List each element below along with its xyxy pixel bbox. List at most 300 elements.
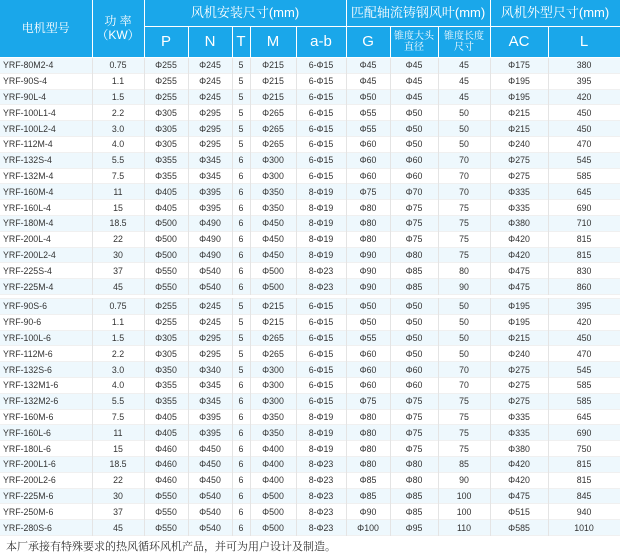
header-model: 电机型号 (0, 0, 92, 58)
table-cell: 1.5 (92, 89, 144, 105)
table-cell: 845 (548, 488, 620, 504)
table-cell: YRF-200L2-6 (0, 472, 92, 488)
table-row (0, 456, 620, 472)
table-cell: YRF-280S-6 (0, 520, 92, 536)
table-cell: 8-Φ23 (296, 472, 346, 488)
table-cell: YRF-90S-6 (0, 298, 92, 314)
table-cell: Φ420 (490, 456, 548, 472)
table-row (0, 168, 620, 184)
table-cell: Φ255 (144, 314, 188, 330)
table-cell: Φ275 (490, 152, 548, 168)
table-row (0, 330, 620, 346)
table-cell: 80 (438, 263, 490, 279)
table-cell: Φ460 (144, 472, 188, 488)
table-cell: Φ275 (490, 168, 548, 184)
table-row (0, 105, 620, 121)
table-cell: Φ60 (390, 362, 438, 378)
table-cell: 815 (548, 472, 620, 488)
table-cell: Φ355 (144, 377, 188, 393)
table-cell: 450 (548, 105, 620, 121)
table-cell: 5 (232, 105, 250, 121)
table-cell: 8-Φ19 (296, 409, 346, 425)
table-cell: 11 (92, 425, 144, 441)
table-cell: Φ335 (490, 200, 548, 216)
table-row (0, 136, 620, 152)
table-cell: Φ215 (250, 298, 296, 314)
table-cell: 5 (232, 121, 250, 137)
table-cell: YRF-200L2-4 (0, 247, 92, 263)
table-cell: 5 (232, 314, 250, 330)
table-cell: 585 (548, 393, 620, 409)
table-cell: Φ255 (144, 73, 188, 89)
header-N: N (188, 27, 232, 58)
table-header (0, 0, 620, 58)
table-cell: Φ500 (250, 504, 296, 520)
table-cell: Φ335 (490, 425, 548, 441)
table-cell: YRF-225M-6 (0, 488, 92, 504)
table-cell: 37 (92, 504, 144, 520)
table-cell: Φ300 (250, 362, 296, 378)
table-cell: 30 (92, 488, 144, 504)
table-cell: 3.0 (92, 121, 144, 137)
table-cell: 6 (232, 377, 250, 393)
table-cell: 8-Φ19 (296, 184, 346, 200)
table-cell: 450 (548, 330, 620, 346)
table-cell: Φ95 (390, 520, 438, 536)
table-cell: Φ300 (250, 377, 296, 393)
table-cell: Φ265 (250, 105, 296, 121)
table-cell: 5 (232, 330, 250, 346)
table-cell: Φ255 (144, 58, 188, 74)
table-cell: 90 (438, 472, 490, 488)
table-cell: 5 (232, 346, 250, 362)
table-cell: 70 (438, 152, 490, 168)
table-cell: 45 (438, 58, 490, 74)
header-outer-dimensions: 风机外型尺寸(mm) (490, 0, 620, 27)
table-cell: 50 (438, 121, 490, 137)
table-cell: Φ540 (188, 488, 232, 504)
table-cell: Φ420 (490, 231, 548, 247)
table-row (0, 247, 620, 263)
table-cell: Φ295 (188, 136, 232, 152)
table-cell: 70 (438, 184, 490, 200)
table-cell: Φ75 (390, 215, 438, 231)
table-cell: Φ420 (490, 472, 548, 488)
table-cell: YRF-180M-4 (0, 215, 92, 231)
table-cell: YRF-132M2-6 (0, 393, 92, 409)
table-cell: Φ215 (490, 105, 548, 121)
table-cell: 6 (232, 279, 250, 295)
table-cell: 6-Φ15 (296, 298, 346, 314)
table-cell: Φ490 (188, 231, 232, 247)
table-cell: 6 (232, 520, 250, 536)
table-cell: Φ585 (490, 520, 548, 536)
table-cell: Φ245 (188, 314, 232, 330)
table-cell: Φ400 (250, 472, 296, 488)
table-cell: 18.5 (92, 456, 144, 472)
table-cell: Φ50 (346, 89, 390, 105)
table-cell: Φ215 (490, 330, 548, 346)
table-cell: Φ490 (188, 215, 232, 231)
table-cell: Φ50 (390, 136, 438, 152)
table-cell: 110 (438, 520, 490, 536)
table-cell: Φ85 (346, 472, 390, 488)
table-cell: Φ50 (390, 330, 438, 346)
table-cell: 7.5 (92, 409, 144, 425)
table-cell: 8-Φ23 (296, 504, 346, 520)
table-cell: 1.1 (92, 314, 144, 330)
table-cell: 8-Φ23 (296, 456, 346, 472)
table-cell: YRF-112M-6 (0, 346, 92, 362)
table-cell: 8-Φ19 (296, 200, 346, 216)
table-cell: Φ350 (250, 184, 296, 200)
table-cell: Φ60 (346, 152, 390, 168)
table-cell: 420 (548, 89, 620, 105)
table-cell: Φ460 (144, 441, 188, 457)
table-cell: Φ490 (188, 247, 232, 263)
table-row (0, 121, 620, 137)
table-cell: 85 (438, 456, 490, 472)
table-cell: YRF-160L-4 (0, 200, 92, 216)
table-cell: 6-Φ15 (296, 330, 346, 346)
table-cell: 15 (92, 200, 144, 216)
table-cell: Φ405 (144, 409, 188, 425)
table-cell: 6 (232, 409, 250, 425)
header-taper-length: 锥度长度 尺寸 (438, 27, 490, 58)
table-cell: 75 (438, 441, 490, 457)
table-row (0, 472, 620, 488)
table-cell: Φ45 (346, 73, 390, 89)
table-cell: Φ80 (346, 231, 390, 247)
table-cell: 6-Φ15 (296, 58, 346, 74)
table-cell: 6-Φ15 (296, 168, 346, 184)
table-cell: 18.5 (92, 215, 144, 231)
table-cell: 8-Φ19 (296, 247, 346, 263)
table-cell: 50 (438, 298, 490, 314)
table-cell: 5 (232, 362, 250, 378)
table-cell: Φ450 (250, 215, 296, 231)
table-cell: Φ305 (144, 346, 188, 362)
table-cell: 860 (548, 279, 620, 295)
header-power: 功 率 （KW） (92, 0, 144, 58)
table-cell: YRF-250M-6 (0, 504, 92, 520)
table-cell: Φ245 (188, 58, 232, 74)
table-cell: Φ450 (188, 441, 232, 457)
table-cell: Φ80 (390, 456, 438, 472)
table-cell: Φ395 (188, 425, 232, 441)
table-cell: YRF-90-6 (0, 314, 92, 330)
table-cell: 6 (232, 488, 250, 504)
table-cell: Φ50 (390, 314, 438, 330)
table-cell: Φ175 (490, 58, 548, 74)
table-cell: Φ355 (144, 168, 188, 184)
table-cell: Φ540 (188, 504, 232, 520)
header-AC: AC (490, 27, 548, 58)
table-cell: Φ75 (390, 409, 438, 425)
table-cell: 75 (438, 200, 490, 216)
table-cell: Φ245 (188, 73, 232, 89)
table-cell: Φ75 (390, 441, 438, 457)
table-cell: Φ350 (250, 409, 296, 425)
table-row (0, 58, 620, 74)
table-cell: 6 (232, 425, 250, 441)
table-cell: 4.0 (92, 136, 144, 152)
table-cell: Φ450 (250, 247, 296, 263)
table-cell: Φ405 (144, 184, 188, 200)
table-cell: Φ305 (144, 121, 188, 137)
table-cell: Φ60 (346, 362, 390, 378)
table-cell: Φ550 (144, 504, 188, 520)
table-row (0, 441, 620, 457)
table-cell: Φ80 (346, 441, 390, 457)
table-cell: 45 (438, 73, 490, 89)
table-cell: Φ45 (346, 58, 390, 74)
table-cell: 70 (438, 362, 490, 378)
table-cell: Φ90 (346, 504, 390, 520)
table-cell: 750 (548, 441, 620, 457)
table-cell: 5.5 (92, 393, 144, 409)
table-cell: Φ60 (390, 168, 438, 184)
table-cell: Φ450 (188, 456, 232, 472)
table-cell: Φ355 (144, 152, 188, 168)
table-cell: 5 (232, 298, 250, 314)
table-cell: Φ80 (346, 425, 390, 441)
table-cell: 645 (548, 409, 620, 425)
table-row (0, 263, 620, 279)
table-row (0, 184, 620, 200)
table-cell: Φ100 (346, 520, 390, 536)
table-cell: 2.2 (92, 346, 144, 362)
table-cell: Φ55 (346, 121, 390, 137)
table-cell: Φ55 (346, 105, 390, 121)
table-cell: 8-Φ23 (296, 520, 346, 536)
table-row (0, 298, 620, 314)
table-cell: Φ340 (188, 362, 232, 378)
table-body-4-pole (0, 58, 620, 295)
table-cell: Φ540 (188, 279, 232, 295)
table-cell: 70 (438, 377, 490, 393)
table-cell: Φ405 (144, 200, 188, 216)
table-cell: 8-Φ19 (296, 441, 346, 457)
table-cell: Φ550 (144, 520, 188, 536)
table-cell: Φ400 (250, 456, 296, 472)
table-cell: Φ80 (346, 456, 390, 472)
table-row (0, 279, 620, 295)
table-cell: 45 (92, 279, 144, 295)
table-cell: 380 (548, 58, 620, 74)
table-cell: Φ475 (490, 263, 548, 279)
table-cell: 815 (548, 456, 620, 472)
table-cell: Φ240 (490, 346, 548, 362)
header-L: L (548, 27, 620, 58)
table-cell: 545 (548, 152, 620, 168)
table-cell: YRF-180L-6 (0, 441, 92, 457)
table-cell: Φ475 (490, 279, 548, 295)
table-cell: Φ295 (188, 121, 232, 137)
table-cell: YRF-132M-4 (0, 168, 92, 184)
footnote: 本厂承接有特殊要求的热风循环风机产品，并可为用户设计及制造。 (6, 540, 336, 553)
table-cell: 0.75 (92, 58, 144, 74)
table-cell: Φ500 (250, 279, 296, 295)
table-cell: Φ50 (346, 298, 390, 314)
table-cell: Φ305 (144, 136, 188, 152)
table-cell: Φ450 (188, 472, 232, 488)
table-cell: Φ300 (250, 393, 296, 409)
table-cell: Φ60 (346, 377, 390, 393)
table-cell: Φ75 (346, 184, 390, 200)
table-row (0, 362, 620, 378)
table-cell: 5 (232, 89, 250, 105)
header-P: P (144, 27, 188, 58)
table-cell: YRF-200L-4 (0, 231, 92, 247)
table-cell: Φ305 (144, 105, 188, 121)
table-cell: 22 (92, 472, 144, 488)
table-cell: 8-Φ23 (296, 488, 346, 504)
header-taper-diameter: 锥度大头 直径 (390, 27, 438, 58)
table-cell: 6-Φ15 (296, 89, 346, 105)
table-cell: 450 (548, 121, 620, 137)
table-cell: 50 (438, 105, 490, 121)
table-cell: 6-Φ15 (296, 121, 346, 137)
table-cell: 45 (92, 520, 144, 536)
table-cell: 6-Φ15 (296, 377, 346, 393)
table-cell: 30 (92, 247, 144, 263)
table-cell: Φ195 (490, 89, 548, 105)
table-cell: Φ275 (490, 377, 548, 393)
table-cell: Φ265 (250, 330, 296, 346)
table-cell: 830 (548, 263, 620, 279)
table-cell: 5 (232, 58, 250, 74)
table-cell: 6-Φ15 (296, 314, 346, 330)
table-cell: Φ215 (250, 58, 296, 74)
table-cell: 70 (438, 168, 490, 184)
table-cell: 6 (232, 168, 250, 184)
table-cell: Φ85 (390, 504, 438, 520)
table-cell: 8-Φ23 (296, 279, 346, 295)
table-cell: Φ90 (346, 263, 390, 279)
table-cell: Φ550 (144, 263, 188, 279)
table-cell: Φ75 (390, 200, 438, 216)
table-cell: Φ240 (490, 136, 548, 152)
table-cell: Φ215 (250, 73, 296, 89)
header-mount-dimensions: 风机安装尺寸(mm) (144, 0, 346, 27)
table-cell: Φ295 (188, 346, 232, 362)
table-cell: 6-Φ15 (296, 152, 346, 168)
table-cell: Φ395 (188, 200, 232, 216)
table-cell: Φ500 (250, 520, 296, 536)
table-cell: Φ75 (390, 231, 438, 247)
table-cell: Φ215 (490, 121, 548, 137)
table-cell: 45 (438, 89, 490, 105)
table-cell: 710 (548, 215, 620, 231)
table-cell: Φ300 (250, 152, 296, 168)
table-cell: 75 (438, 247, 490, 263)
table-row (0, 346, 620, 362)
table-cell: 6-Φ15 (296, 362, 346, 378)
table-cell: 6-Φ15 (296, 105, 346, 121)
table-cell: 585 (548, 168, 620, 184)
table-cell: 11 (92, 184, 144, 200)
table-cell: 5 (232, 136, 250, 152)
table-cell: YRF-90L-4 (0, 89, 92, 105)
table-cell: 75 (438, 425, 490, 441)
table-cell: Φ335 (490, 409, 548, 425)
table-row (0, 314, 620, 330)
table-cell: 545 (548, 362, 620, 378)
table-cell: 815 (548, 231, 620, 247)
table-cell: Φ345 (188, 393, 232, 409)
table-cell: Φ75 (346, 393, 390, 409)
table-cell: 75 (438, 393, 490, 409)
table-cell: 8-Φ19 (296, 425, 346, 441)
table-cell: Φ295 (188, 105, 232, 121)
table-cell: 5 (232, 73, 250, 89)
table-cell: Φ255 (144, 298, 188, 314)
table-cell: 6 (232, 247, 250, 263)
table-row (0, 425, 620, 441)
table-cell: Φ420 (490, 247, 548, 263)
table-cell: Φ400 (250, 441, 296, 457)
table-cell: Φ475 (490, 488, 548, 504)
table-cell: Φ195 (490, 298, 548, 314)
header-G: G (346, 27, 390, 58)
table-cell: 50 (438, 330, 490, 346)
table-cell: Φ60 (346, 168, 390, 184)
table-cell: YRF-100L2-4 (0, 121, 92, 137)
table-cell: 585 (548, 377, 620, 393)
table-cell: 420 (548, 314, 620, 330)
table-cell: Φ275 (490, 393, 548, 409)
table-cell: Φ515 (490, 504, 548, 520)
table-cell: YRF-112M-4 (0, 136, 92, 152)
table-cell: 22 (92, 231, 144, 247)
table-cell: Φ55 (346, 330, 390, 346)
table-cell: 8-Φ23 (296, 263, 346, 279)
table-row (0, 504, 620, 520)
table-cell: Φ405 (144, 425, 188, 441)
table-cell: YRF-225M-4 (0, 279, 92, 295)
table-cell: Φ60 (346, 346, 390, 362)
table-cell: 75 (438, 231, 490, 247)
table-cell: YRF-160M-6 (0, 409, 92, 425)
table-cell: 1.1 (92, 73, 144, 89)
table-cell: 645 (548, 184, 620, 200)
header-T: T (232, 27, 250, 58)
table-cell: Φ345 (188, 152, 232, 168)
table-cell: 6 (232, 393, 250, 409)
table-cell: YRF-225S-4 (0, 263, 92, 279)
table-cell: Φ450 (250, 231, 296, 247)
table-cell: 6 (232, 200, 250, 216)
table-cell: Φ265 (250, 121, 296, 137)
table-cell: YRF-132S-4 (0, 152, 92, 168)
table-cell: 2.2 (92, 105, 144, 121)
table-body-6-pole (0, 298, 620, 535)
table-cell: Φ90 (346, 247, 390, 263)
table-cell: Φ500 (144, 247, 188, 263)
table-cell: 0.75 (92, 298, 144, 314)
table-cell: Φ215 (250, 89, 296, 105)
table-cell: Φ85 (346, 488, 390, 504)
table-cell: Φ245 (188, 298, 232, 314)
table-cell: 50 (438, 136, 490, 152)
table-row (0, 89, 620, 105)
table-cell: 6 (232, 504, 250, 520)
table-cell: Φ395 (188, 184, 232, 200)
table-cell: 90 (438, 279, 490, 295)
table-cell: Φ195 (490, 314, 548, 330)
table-cell: 690 (548, 200, 620, 216)
